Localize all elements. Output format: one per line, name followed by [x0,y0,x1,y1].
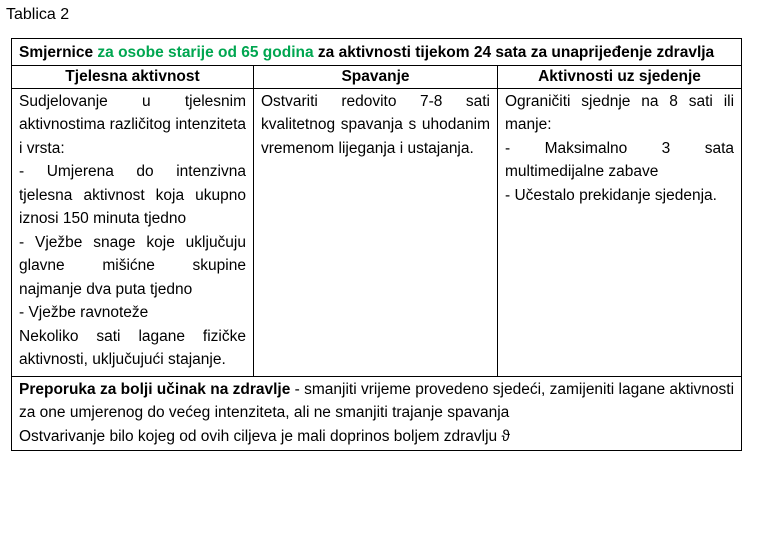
physical-activity-line: - Umjerena do intenzivna tjelesna aktivnost koja ukupno iznosi 150 minuta tjedno [19,163,246,227]
title-part-1: Smjernice [19,44,98,61]
footer-row [12,376,742,451]
physical-activity-cell [12,88,254,376]
column-header-sedentary: Aktivnosti uz sjedenje [498,65,742,88]
physical-activity-line: Nekoliko sati lagane fizičke aktivnosti, uključujući stajanje. [19,327,246,368]
guidelines-table [11,38,742,451]
physical-activity-line: Sudjelovanje u tjelesnim aktivnostima različitog intenziteta i vrsta: [19,92,246,157]
sleep-cell [254,88,498,376]
header-row [12,65,742,88]
recommendation-conclusion: Ostvarivanje bilo kojeg od ovih ciljeva je mali doprinos boljem zdravlju ϑ [19,427,510,445]
table-caption: Tablica 2 [6,6,70,23]
sleep-line: Ostvariti redovito 7-8 sati kvalitetnog spavanja s uhodanim vremenom lijeganja i ustajanja. [261,92,490,157]
content-row [12,88,742,376]
title-target-group: za osobe starije od 65 godina [97,44,314,61]
recommendation-body: - smanjiti vrijeme provedeno sjedeći, zamijeniti lagane aktivnosti za one umjerenog do većeg intenziteta, ali ne smanjiti trajanje spavanja [19,380,735,421]
column-header-physical-activity: Tjelesna aktivnost [12,65,254,88]
sedentary-line: - Učestalo prekidanje sjedenja. [505,186,717,204]
sedentary-line: - Maksimalno 3 sata multimedijalne zabave [505,139,735,180]
title-row [12,39,742,66]
sedentary-cell [498,88,742,376]
recommendation-text [19,381,734,422]
recommendation-heading: Preporuka za bolji učinak na zdravlje [19,380,291,398]
physical-activity-line: - Vježbe ravnoteže [19,304,149,321]
sedentary-line: Ograničiti sjednje na 8 sati ili manje: [505,92,735,133]
physical-activity-line: - Vježbe snage koje uključuju glavne mišićne skupine najmanje dva puta tjedno [19,233,246,298]
recommendation-cell [12,376,742,451]
title-part-3: za aktivnosti tijekom 24 sata za unaprijeđenje zdravlja [313,44,715,61]
column-header-sleep: Spavanje [254,65,498,88]
table-title [12,39,742,66]
